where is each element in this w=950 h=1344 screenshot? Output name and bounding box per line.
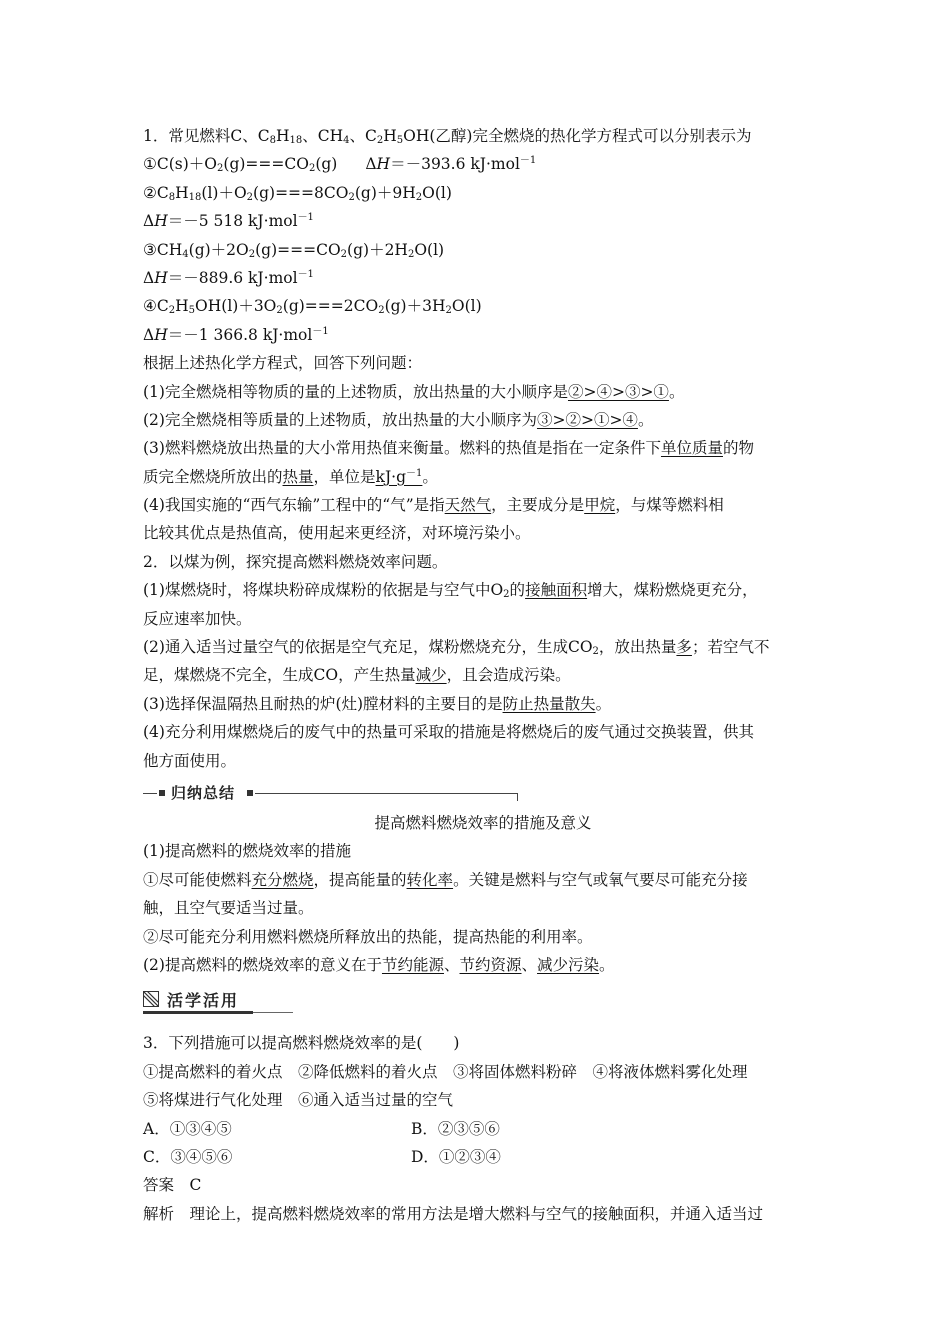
equation-2: $②C_8H_{18}(l)+O_2(g)===8CO_2(g)+9H_2O(l)$ — [143, 183, 452, 203]
summary-line-2: ①尽可能使燃料充分燃烧，提高能量的转化率。关键是燃料与空气或氧气要尽可能充分接 — [143, 870, 748, 889]
q1-part-2: (2)完全燃烧相等质量的上述物质，放出热量的大小顺序为③>②>①>④。 — [143, 410, 654, 429]
q3-question: 3．下列措施可以提高燃料燃烧效率的是( ) — [143, 1034, 460, 1053]
q3-answer: 答案 C — [143, 1176, 202, 1195]
equation-4-enthalpy: ΔH＝－1 366.8 kJ·mol$^{-1}$ — [143, 325, 329, 344]
summary-header-title: 归纳总结 — [171, 783, 236, 802]
answer-blank: 转化率 — [406, 870, 454, 889]
apply-header-title: 活学活用 — [167, 991, 240, 1011]
q3-options-row-2 — [143, 1143, 823, 1171]
q3-analysis: 解析 理论上，提高燃料燃烧效率的常用方法是增大燃料与空气的接触面积，并通入适当过 — [143, 1204, 764, 1223]
answer-blank: 减少污染 — [537, 955, 600, 974]
option-b: B．②③⑤⑥ — [411, 1119, 500, 1138]
document-content — [143, 122, 823, 1228]
equation-3: $③CH_4(g)+2O_2(g)===CO_2(g)+2H_2O(l)$ — [143, 240, 445, 260]
equation-2-enthalpy: ΔH＝－5 518 kJ·mol$^{-1}$ — [143, 212, 314, 231]
summary-line-4: ②尽可能充分利用燃料燃烧所释放出的热能，提高热能的利用率。 — [143, 927, 593, 946]
q2-part-1: (1)煤燃烧时，将煤块粉碎成煤粉的依据是与空气中$O_2$的接触面积增大，煤粉燃烧更充分， — [143, 581, 758, 601]
answer-blank: 热量 — [282, 467, 314, 486]
q1-part-4: (4)我国实施的“西气东输”工程中的“气”是指天然气，主要成分是甲烷，与煤等燃料相 — [143, 496, 724, 515]
answer-blank: 减少 — [415, 666, 447, 685]
answer-blank: 节约资源 — [459, 955, 522, 974]
q1-prompt: 根据上述热化学方程式，回答下列问题： — [143, 354, 423, 373]
header-rule — [143, 793, 157, 794]
summary-line-5: (2)提高燃料的燃烧效率的意义在于节约能源、节约资源、减少污染。 — [143, 955, 615, 974]
answer-blank: ③>②>①>④ — [536, 410, 638, 429]
q2-part-1-cont: 反应速率加快。 — [143, 609, 252, 628]
answer-blank: 充分燃烧 — [251, 870, 314, 889]
summary-line-3: 触，且空气要适当过量。 — [143, 899, 314, 918]
diagonal-lines-icon — [143, 991, 159, 1007]
option-a: A．①③④⑤ — [143, 1119, 232, 1138]
summary-line-1: (1)提高燃料的燃烧效率的措施 — [143, 842, 351, 861]
q3-items-1: ①提高燃料的着火点 ②降低燃料的着火点 ③将固体燃料粉碎 ④将液体燃料雾化处理 — [143, 1062, 748, 1081]
answer-blank: 单位质量 — [660, 439, 723, 458]
q1-part-4-cont: 比较其优点是热值高，使用起来更经济，对环境污染小。 — [143, 524, 531, 543]
square-bullet-icon — [159, 790, 165, 796]
summary-title: 提高燃料燃烧效率的措施及意义 — [374, 813, 592, 832]
q1-part-1: (1)完全燃烧相等物质的量的上述物质，放出热量的大小顺序是②>④>③>①。 — [143, 382, 685, 401]
q2-part-3: (3)选择保温隔热且耐热的炉(灶)膛材料的主要目的是防止热量散失。 — [143, 694, 612, 713]
answer-blank: 防止热量散失 — [502, 694, 596, 713]
q1-part-3: (3)燃料燃烧放出热量的大小常用热值来衡量。燃料的热值是指在一定条件下单位质量的物 — [143, 439, 754, 458]
q3-items-2: ⑤将煤进行气化处理 ⑥通入适当过量的空气 — [143, 1091, 454, 1110]
summary-header — [143, 779, 823, 809]
header-rule — [255, 793, 517, 794]
q2-part-4: (4)充分利用煤燃烧后的废气中的热量可采取的措施是将燃烧后的废气通过交换装置，供其 — [143, 723, 754, 742]
equation-1: $①C(s)+O_2(g)===CO_2(g)$ ΔH＝－393.6 kJ·mol$^{-1}$ — [143, 155, 537, 175]
header-underline — [143, 1011, 253, 1014]
answer-blank: 接触面积 — [525, 581, 588, 600]
answer-blank: 节约能源 — [381, 955, 444, 974]
answer-blank: 多 — [676, 638, 692, 657]
apply-header — [143, 985, 823, 1019]
equation-4: $④C_2H_5OH(l)+3O_2(g)===2CO_2(g)+3H_2O(l)$ — [143, 297, 482, 317]
q2-part-2: (2)通入适当过量空气的依据是空气充足，煤粉燃烧充分，生成$CO_2$，放出热量多；若空气不 — [143, 638, 770, 658]
q2-title: 2．以煤为例，探究提高燃料燃烧效率问题。 — [143, 552, 448, 571]
q3-options-row-1 — [143, 1115, 823, 1143]
answer-blank: ②>④>③>① — [567, 382, 669, 401]
q2-part-4-cont: 他方面使用。 — [143, 751, 237, 770]
header-underline-thin — [253, 1012, 293, 1013]
answer-blank: $kJ\cdot g^{-1}$ — [375, 467, 423, 486]
square-bullet-icon — [247, 790, 253, 796]
answer-blank: 天然气 — [444, 496, 492, 515]
answer-blank: 甲烷 — [584, 496, 616, 515]
equation-3-enthalpy: ΔH＝－889.6 kJ·mol$^{-1}$ — [143, 268, 314, 287]
option-c: C．③④⑤⑥ — [143, 1147, 233, 1166]
q1-intro: 1．常见燃料C、$C_8H_{18}$、$CH_4$、$C_2H_5OH$(乙醇)完全燃烧的热化学方程式可以分别表示为 — [143, 127, 752, 146]
q1-part-3-cont: 质完全燃烧所放出的热量，单位是$kJ\cdot g^{-1}$。 — [143, 467, 438, 486]
option-d: D．①②③④ — [411, 1147, 501, 1166]
q2-part-2-cont: 足，煤燃烧不完全，生成CO，产生热量减少，且会造成污染。 — [143, 666, 571, 685]
header-rule-end — [517, 793, 518, 801]
